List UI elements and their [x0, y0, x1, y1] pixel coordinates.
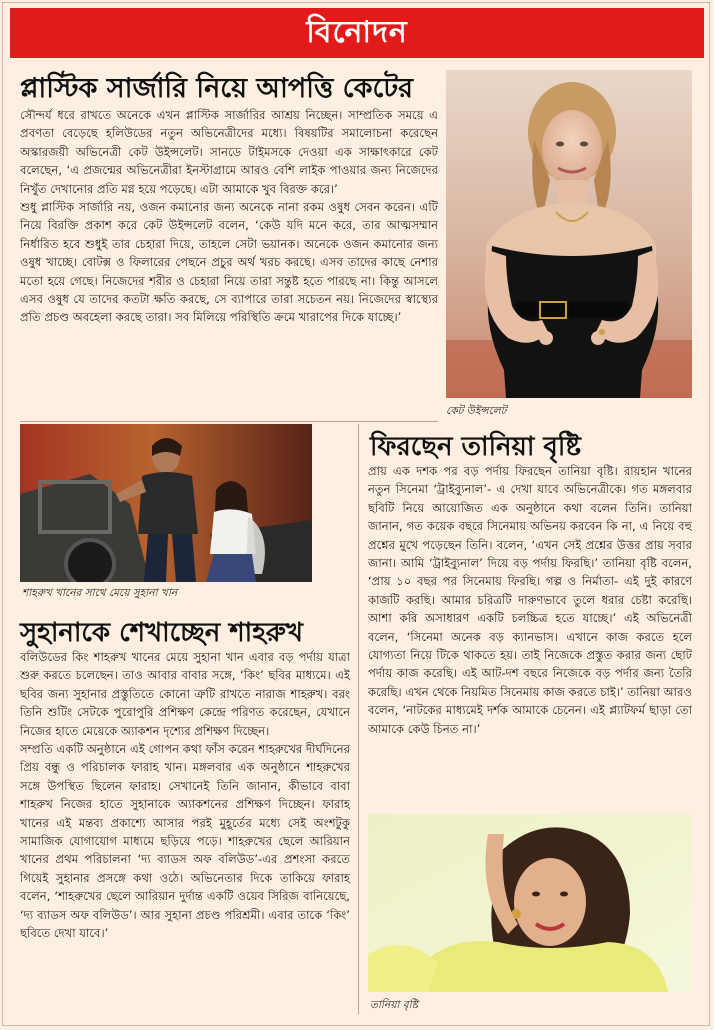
kate-winslet-illustration — [446, 70, 692, 398]
story1-paragraph: শুধু প্লাস্টিক সার্জারি নয়, ওজন কমানোর জন্য অনেকে নানা রকম ওষুধ সেবন করেন। এটি নিয়ে বিরক্তি প্রকাশ করে কেট উইন্সলেট বলেন, ‘কেউ যদি মনে করে, তার আত্মসম্মান নির্ধারিত হবে শুধুই তার চেহারা দিয়ে, তাহলে সেটা ভয়ানক। অনেকে ওজন কমানোর জন্য ওষুধ খাচ্ছে। বোটক্স ও ফিলারের পেছনে প্রচুর অর্থ খরচ করছে। এসব তাদের কাছে নেশার মতো হয়ে গেছে। নিজেদের শরীর ও চেহারা নিয়ে তারা সন্তুষ্ট হতে পারছে না। কিন্তু আসলে এসব ওষুধ যে তাদের কতটা ক্ষতি করছে, সে ব্যাপারে তারা সচেতন নয়। নিজেদের স্বাস্থ্যের প্রতি প্রচণ্ড অবহেলা করছে তারা। সব মিলিয়ে পরিস্থিতি ক্রমে খারাপের দিকে যাচ্ছে।’ — [20, 200, 438, 325]
story3-headline: ফিরছেন তানিয়া বৃষ্টি — [370, 432, 581, 462]
tania-brishty-caption: তানিয়া বৃষ্টি — [370, 999, 418, 1011]
tania-brishty-photo — [368, 814, 692, 992]
kate-winslet-photo — [446, 70, 692, 398]
shahrukh-suhana-illustration — [20, 424, 312, 582]
story2-body — [20, 648, 350, 1014]
section-title: বিনোদন — [306, 14, 408, 50]
shahrukh-suhana-photo — [20, 424, 312, 582]
divider — [20, 421, 438, 422]
column-divider — [358, 424, 359, 1014]
story2-paragraph: বলিউডের কিং শাহরুখ খানের মেয়ে সুহানা খান এবার বড় পর্দায় যাত্রা শুরু করতে চলেছেন। তাও আবার বাবার সঙ্গে, ‘কিং’ ছবির মাধ্যমে। এই ছবির জন্য সুহানার প্রস্তুতিতে কোনো ত্রুটি রাখতে নারাজ শাহরুখ। বরং তিনি শুটিং সেটকে পুরোপুরি প্রশিক্ষণ কেন্দ্রে পরিণত করেছেন, যেখানে নিজের হাতে মেয়েকে অ্যাকশন দৃশ্যের প্রশিক্ষণ দিচ্ছেন। — [20, 650, 350, 738]
story3-paragraph: প্রায় এক দশক পর বড় পর্দায় ফিরছেন তানিয়া বৃষ্টি। রায়হান খানের নতুন সিনেমা ‘ট্রাইব্যুনাল’- এ দেখা যাবে অভিনেত্রীকে। গত মঙ্গলবার ছবিটি নিয়ে আয়োজিত এক অনুষ্ঠানে কথা বলেন তিনি। তানিয়া জানান, গত কয়েক বছরে সিনেমায় অভিনয় করবেন কি না, এ নিয়ে বহু প্রশ্নের মুখে পড়েছেন তিনি। বলেন, ‘এখন সেই প্রশ্নের উত্তর প্রায় সবার জানা। আমি ‘ট্রাইব্যুনাল’ দিয়ে বড় পর্দায় ফিরছি।’ তানিয়া বৃষ্টি বলেন, ‘প্রায় ১০ বছর পর সিনেমায় ফিরছি। গল্প ও নির্মাতা- এই দুই কারণে কাজটি করছি। আমার চরিত্রটি দারুণভাবে তুলে ধরার চেষ্টা করেছি। আশা করি অসাধারণ একটি চলচ্চিত্র হতে যাচ্ছে।’ এই অভিনেত্রী বলেন, ‘সিনেমা অনেক বড় ক্যানভাস। এখানে কাজ করতে হলে যোগ্যতা নিয়ে টিকে থাকতে হয়। তাই নিজেকে প্রস্তুত করার জন্য ছোট পর্দায় কাজ করেছি। এই আট-দশ বছরে নিজেকে বড় পর্দার জন্য তৈরি করেছি। এখন থেকে নিয়মিত সিনেমায় কাজ করতে চাই।’ তানিয়া আরও বলেন, ‘নাটকের মাধ্যমেই দর্শক আমাকে চেনেন। এই প্ল্যাটফর্ম ছাড়া তো আমাকে কেউ চিনত না।’ — [368, 464, 692, 736]
story1-body — [20, 106, 438, 420]
tania-brishty-illustration — [368, 814, 692, 992]
shahrukh-suhana-caption: শাহরুখ খানের সাথে মেয়ে সুহানা খান — [22, 587, 178, 599]
section-banner — [10, 8, 704, 58]
story2-paragraph: সম্প্রতি একটি অনুষ্ঠানে এই গোপন কথা ফাঁস করেন শাহরুখের দীর্ঘদিনের প্রিয় বন্ধু ও পরিচালক ফারাহ খান। মঙ্গলবার এক অনুষ্ঠানে শাহরুখের সঙ্গে উপস্থিত ছিলেন ফারাহ। সেখানেই তিনি জানান, কীভাবে বাবা শাহরুখ নিজের হাতে সুহানাকে অ্যাকশনের প্রশিক্ষণ দিচ্ছেন। ফারাহ খানের এই মন্তব্য প্রকাশ্যে আসার পরই মুহূর্তের মধ্যে সেই অংশটুকু সামাজিক যোগাযোগ মাধ্যমে ছড়িয়ে পড়ে। শাহরুখের ছেলে আরিয়ান খানের প্রথম পরিচালনা ‘দ্য ব্যাডস অফ বলিউড’-এর প্রশংসা করতে গিয়েই সুহানার প্রসঙ্গে কথা ওঠে। অভিনেতার দিকে তাকিয়ে ফারাহ বলেন, ‘শাহরুখের ছেলে আরিয়ান দুর্দান্ত একটি ওয়েব সিরিজ বানিয়েছে, ‘দ্য ব্যাডস অফ বলিউড’। আর সুহানা প্রচণ্ড পরিশ্রমী। এবার তাকে ‘কিং’ ছবিতে দেখা যাবে।’ — [20, 742, 350, 941]
story1-headline: প্লাস্টিক সার্জারি নিয়ে আপত্তি কেটের — [20, 73, 413, 104]
story2-headline: সুহানাকে শেখাচ্ছেন শাহরুখ — [20, 618, 303, 648]
story1-paragraph: সৌন্দর্য ধরে রাখতে অনেকে এখন প্লাস্টিক সার্জারির আশ্রয় নিচ্ছেন। সাম্প্রতিক সময়ে এ প্রবণতা বেড়েছে হলিউডের নতুন অভিনেত্রীদের মধ্যে। বিষয়টির সমালোচনা করেছেন অস্কারজয়ী অভিনেত্রী কেট উইন্সলেট। সানডে টাইমসকে দেওয়া এক সাক্ষাৎকারে কেট বলেছেন, ‘এ প্রজন্মের অভিনেত্রীরা ইনস্টাগ্রামে আরও বেশি লাইক পাওয়ার জন্য নিজেদের নিখুঁত দেখানোর প্রতি মগ্ন হয়ে পড়েছে। এটা আমাকে খুব বিরক্ত করে।’ — [20, 108, 438, 196]
story3-body — [368, 462, 692, 810]
kate-winslet-caption: কেট উইন্সলেট — [446, 405, 507, 417]
